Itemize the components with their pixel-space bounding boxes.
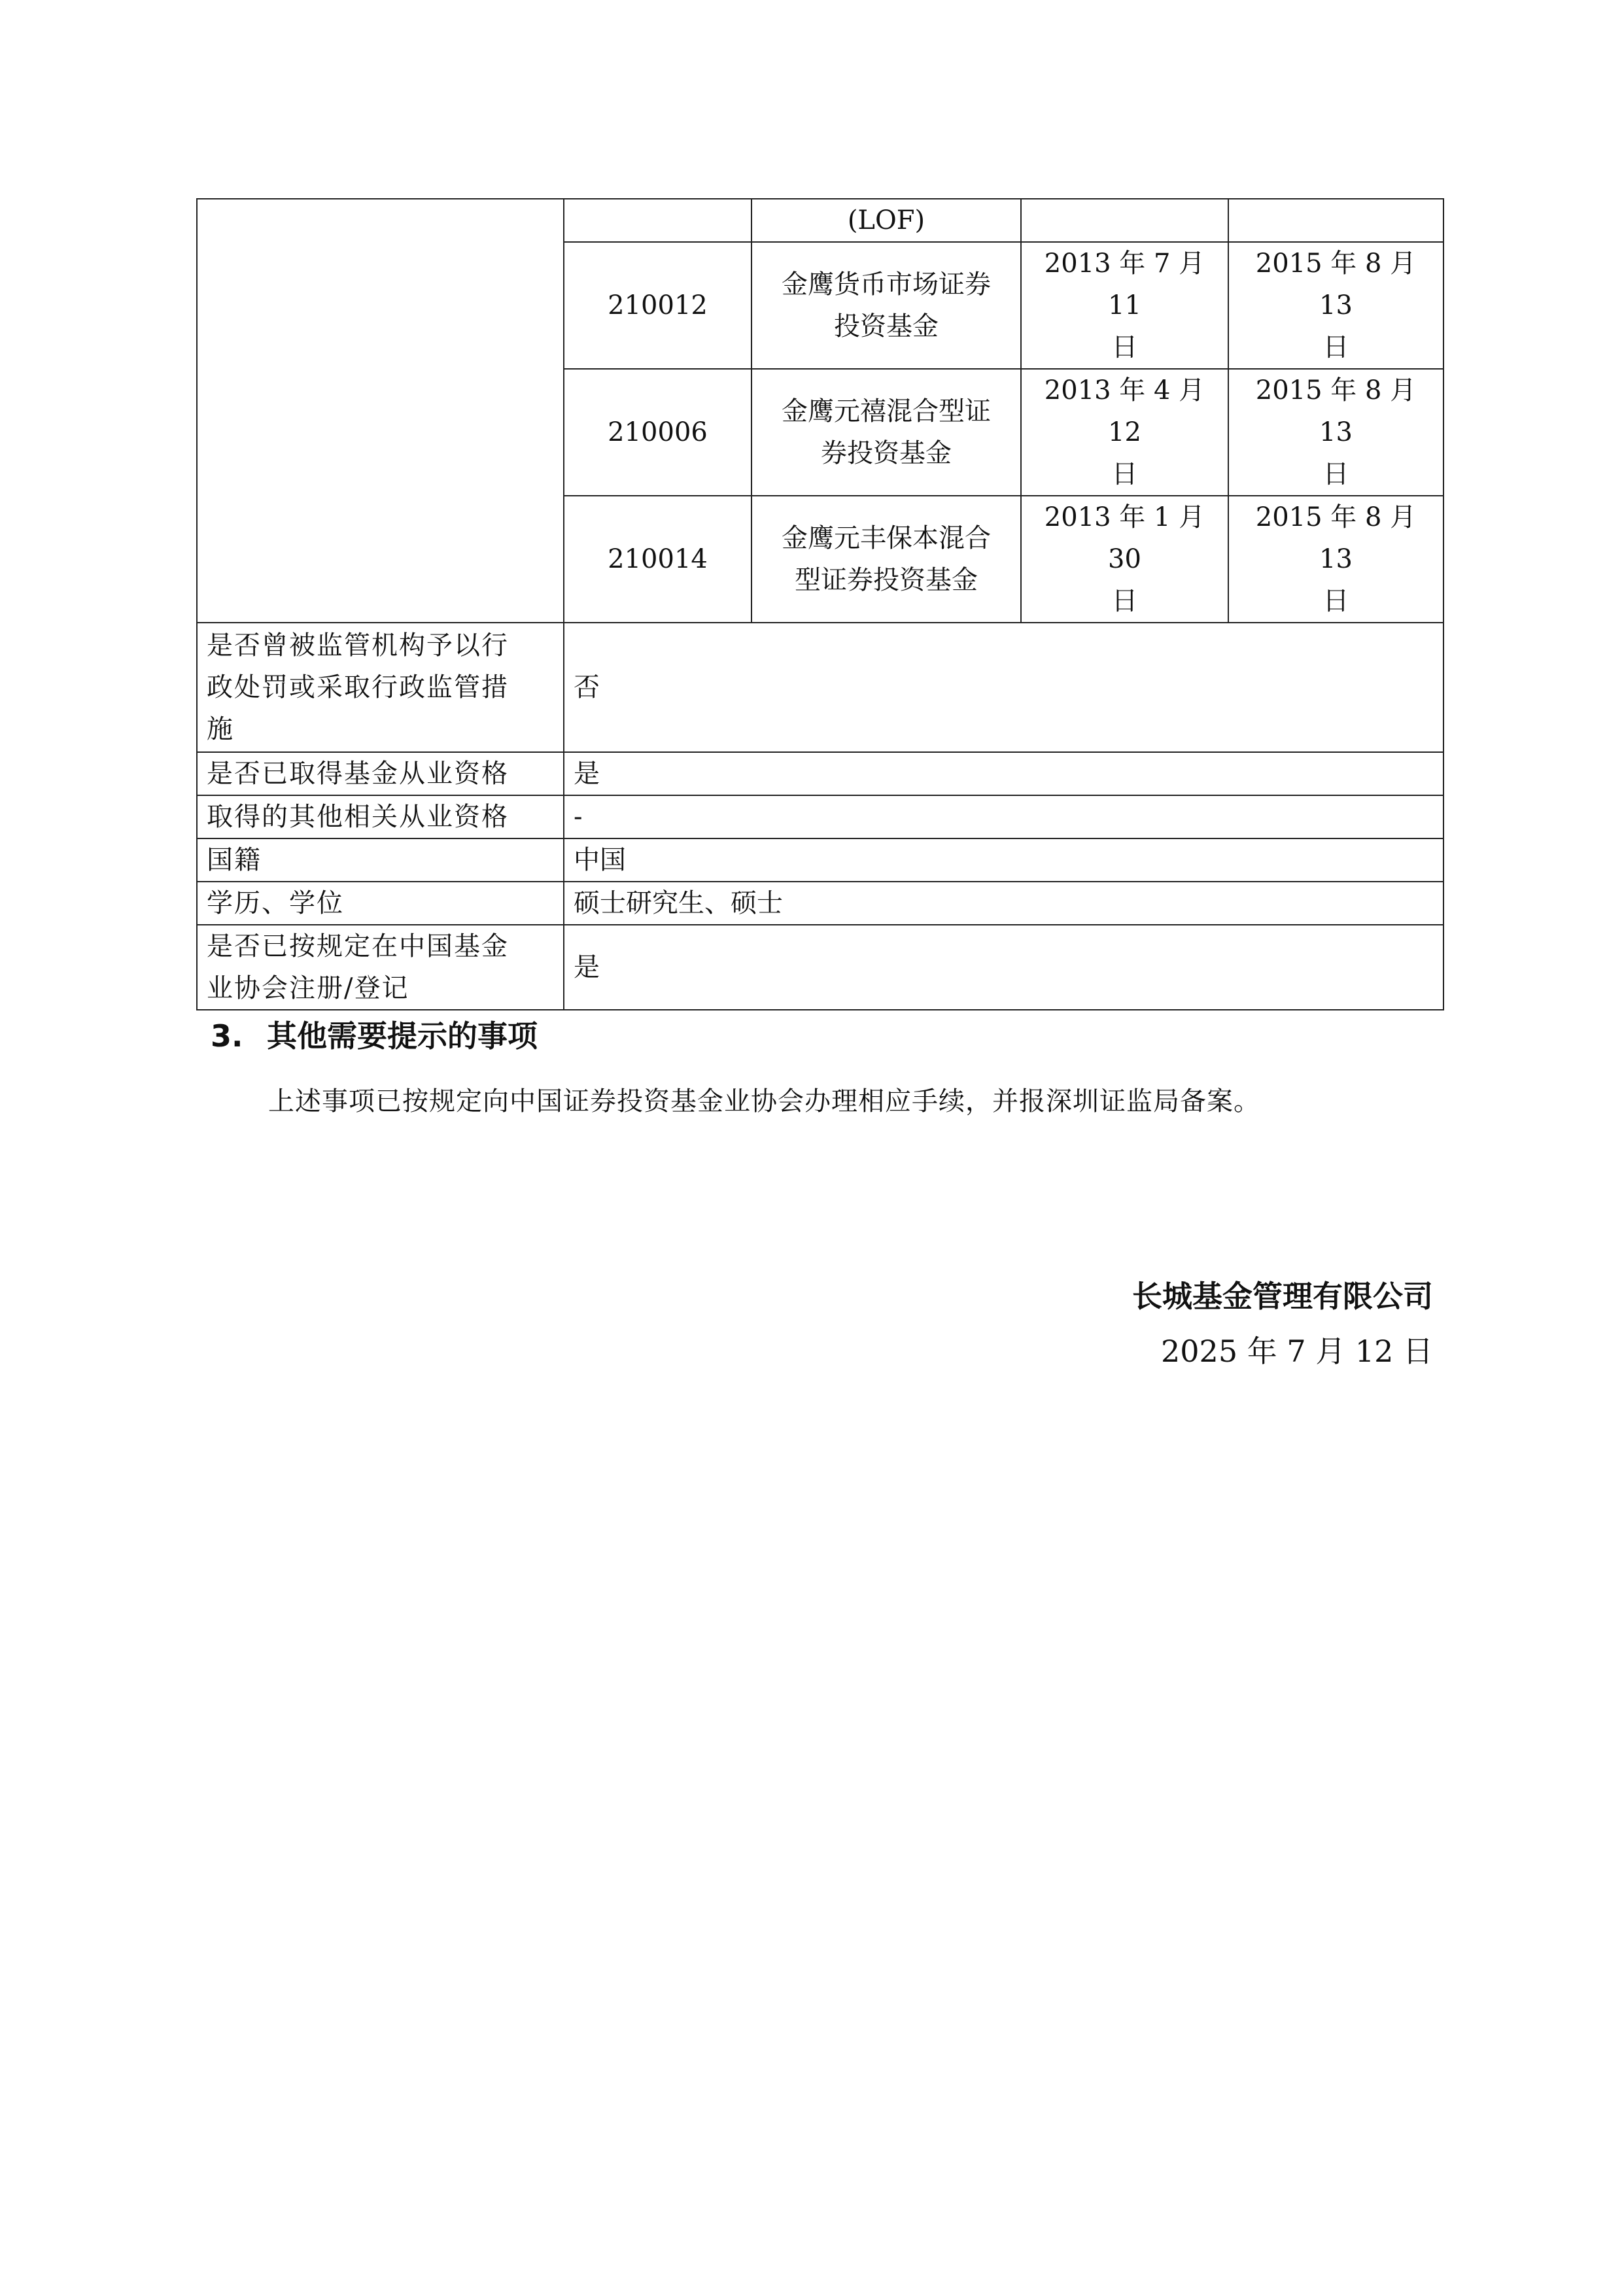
row-label: 是否已取得基金从业资格 bbox=[197, 752, 564, 795]
table-row bbox=[197, 882, 1443, 925]
section-title: 其他需要提示的事项 bbox=[267, 1018, 538, 1054]
row-value: 是 bbox=[564, 925, 1443, 1010]
start-date-line: 日 bbox=[1111, 459, 1138, 489]
row-label: 学历、学位 bbox=[197, 882, 564, 925]
table-row bbox=[197, 795, 1443, 838]
fund-name-line: 金鹰货币市场证券 bbox=[782, 269, 991, 300]
fund-name-line: 投资基金 bbox=[834, 311, 939, 341]
table-row bbox=[197, 199, 1443, 242]
start-date-line: 2013 年 1 月 30 bbox=[1044, 502, 1205, 574]
table-row bbox=[197, 623, 1443, 752]
row-value: 硕士研究生、硕士 bbox=[564, 882, 1443, 925]
end-date-line: 2015 年 8 月 13 bbox=[1255, 249, 1417, 320]
fund-name-line: 金鹰元丰保本混合 bbox=[782, 523, 991, 553]
table-row bbox=[197, 752, 1443, 795]
row-label-line: 是否曾被监管机构予以行 bbox=[207, 630, 509, 661]
fund-name-cell bbox=[752, 496, 1021, 623]
row-label-line: 施 bbox=[207, 714, 234, 744]
row-value: 中国 bbox=[564, 838, 1443, 882]
row-label-line: 业协会注册/登记 bbox=[207, 973, 409, 1003]
fund-name-line: 型证券投资基金 bbox=[795, 565, 978, 595]
end-date-line: 日 bbox=[1322, 586, 1349, 616]
section-paragraph: 上述事项已按规定向中国证券投资基金业协会办理相应手续，并报深圳证监局备案。 bbox=[268, 1086, 1260, 1116]
row-label: 取得的其他相关从业资格 bbox=[197, 795, 564, 838]
end-date-cell bbox=[1228, 369, 1443, 496]
start-date-cell bbox=[1021, 242, 1228, 369]
start-date-line: 2013 年 4 月 12 bbox=[1044, 375, 1205, 447]
signature-date: 2025 年 7 月 12 日 bbox=[1161, 1334, 1433, 1369]
row-label-line: 是否已按规定在中国基金 bbox=[207, 931, 509, 961]
end-date-line: 日 bbox=[1322, 332, 1349, 362]
company-name: 长城基金管理有限公司 bbox=[1132, 1279, 1433, 1314]
start-date-line: 2013 年 7 月 11 bbox=[1044, 249, 1205, 320]
table-row bbox=[197, 925, 1443, 1010]
row-value: 否 bbox=[564, 623, 1443, 752]
start-date-cell bbox=[1021, 369, 1228, 496]
row-label bbox=[197, 925, 564, 1010]
fund-name-cell bbox=[752, 369, 1021, 496]
manager-info-table bbox=[196, 198, 1444, 1010]
end-date-line: 日 bbox=[1322, 459, 1349, 489]
end-date-line: 2015 年 8 月 13 bbox=[1255, 502, 1417, 574]
row-value: - bbox=[564, 795, 1443, 838]
start-date-cell bbox=[1021, 199, 1228, 242]
row-value: 是 bbox=[564, 752, 1443, 795]
section-heading bbox=[211, 1012, 538, 1056]
row-label bbox=[197, 623, 564, 752]
fund-name-line: 金鹰元禧混合型证 bbox=[782, 396, 991, 426]
end-date-cell bbox=[1228, 242, 1443, 369]
fund-code-cell: 210006 bbox=[564, 369, 752, 496]
fund-name-line: 券投资基金 bbox=[821, 438, 952, 468]
end-date-cell bbox=[1228, 199, 1443, 242]
start-date-line: 日 bbox=[1111, 586, 1138, 616]
end-date-cell bbox=[1228, 496, 1443, 623]
section-number: 3. bbox=[211, 1018, 243, 1054]
fund-code-cell: 210012 bbox=[564, 242, 752, 369]
fund-name-cell: (LOF) bbox=[752, 199, 1021, 242]
signature-block bbox=[1132, 1269, 1433, 1379]
fund-code-cell: 210014 bbox=[564, 496, 752, 623]
row-label-line: 政处罚或采取行政监管措 bbox=[207, 672, 509, 702]
fund-name-cell bbox=[752, 242, 1021, 369]
end-date-line: 2015 年 8 月 13 bbox=[1255, 375, 1417, 447]
row-label: 国籍 bbox=[197, 838, 564, 882]
fund-code-cell bbox=[564, 199, 752, 242]
table-row bbox=[197, 838, 1443, 882]
start-date-line: 日 bbox=[1111, 332, 1138, 362]
label-cell-empty bbox=[197, 199, 564, 623]
start-date-cell bbox=[1021, 496, 1228, 623]
